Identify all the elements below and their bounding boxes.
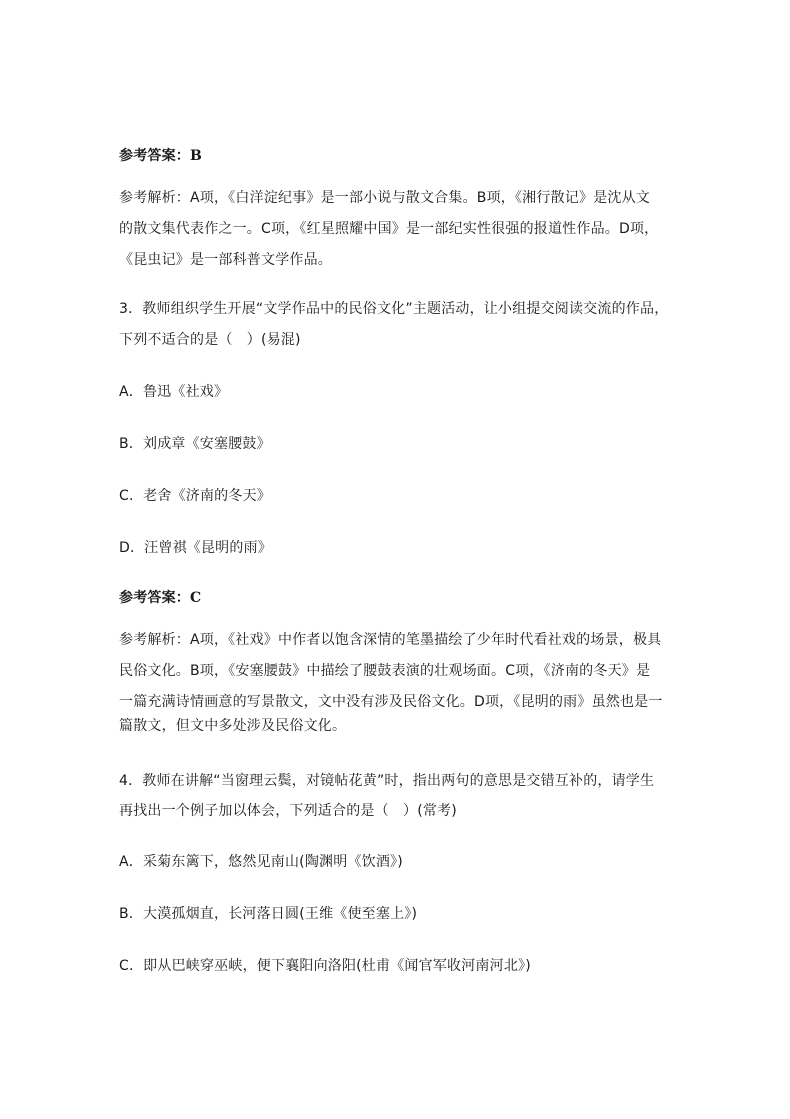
q3-option-c: C．老舍《济南的冬天》 — [119, 488, 271, 504]
q4-option-c: C．即从巴峡穿巫峡，便下襄阳向洛阳(杜甫《闻官军收河南河北》) — [119, 958, 531, 974]
q3-answer: 参考答案：C — [119, 590, 202, 606]
q4-option-b: B．大漠孤烟直，长河落日圆(王维《使至塞上》) — [119, 906, 418, 922]
q3-explanation-line-3: 一篇充满诗情画意的写景散文，文中没有涉及民俗文化。D项，《昆明的雨》虽然也是一 — [119, 694, 663, 710]
q4-option-a: A．采菊东篱下，悠然见南山(陶渊明《饮酒》) — [119, 854, 403, 870]
q4-stem-line-1: 4．教师在讲解“当窗理云鬓，对镜帖花黄”时，指出两句的意思是交错互补的，请学生 — [119, 773, 655, 789]
q4-stem-line-2: 再找出一个例子加以体会，下列适合的是（ ）(常考) — [119, 803, 457, 819]
q3-option-a: A．鲁迅《社戏》 — [119, 384, 229, 400]
q3-explanation-line-2: 民俗文化。B项，《安塞腰鼓》中描绘了腰鼓表演的壮观场面。C项，《济南的冬天》是 — [119, 663, 651, 679]
q3-stem-line-1: 3．教师组织学生开展“文学作品中的民俗文化”主题活动，让小组提交阅读交流的作品， — [119, 301, 669, 317]
q2-explanation-line-2: 的散文集代表作之一。C项，《红星照耀中国》是一部纪实性很强的报道性作品。D项， — [119, 221, 659, 237]
q2-explanation-line-1: 参考解析：A项，《白洋淀纪事》是一部小说与散文合集。B项，《湘行散记》是沈从文 — [119, 190, 650, 206]
q2-explanation-line-3: 《昆虫记》是一部科普文学作品。 — [119, 252, 332, 268]
q3-option-d: D．汪曾祺《昆明的雨》 — [119, 540, 272, 556]
q3-explanation-line-1: 参考解析：A项，《社戏》中作者以饱含深情的笔墨描绘了少年时代看社戏的场景，极具 — [119, 632, 662, 648]
q3-option-b: B．刘成章《安塞腰鼓》 — [119, 436, 271, 452]
q2-answer: 参考答案：B — [119, 148, 203, 164]
q3-explanation-line-4: 篇散文，但文中多处涉及民俗文化。 — [119, 718, 347, 734]
q3-stem-line-2: 下列不适合的是（ ）(易混) — [119, 332, 301, 348]
